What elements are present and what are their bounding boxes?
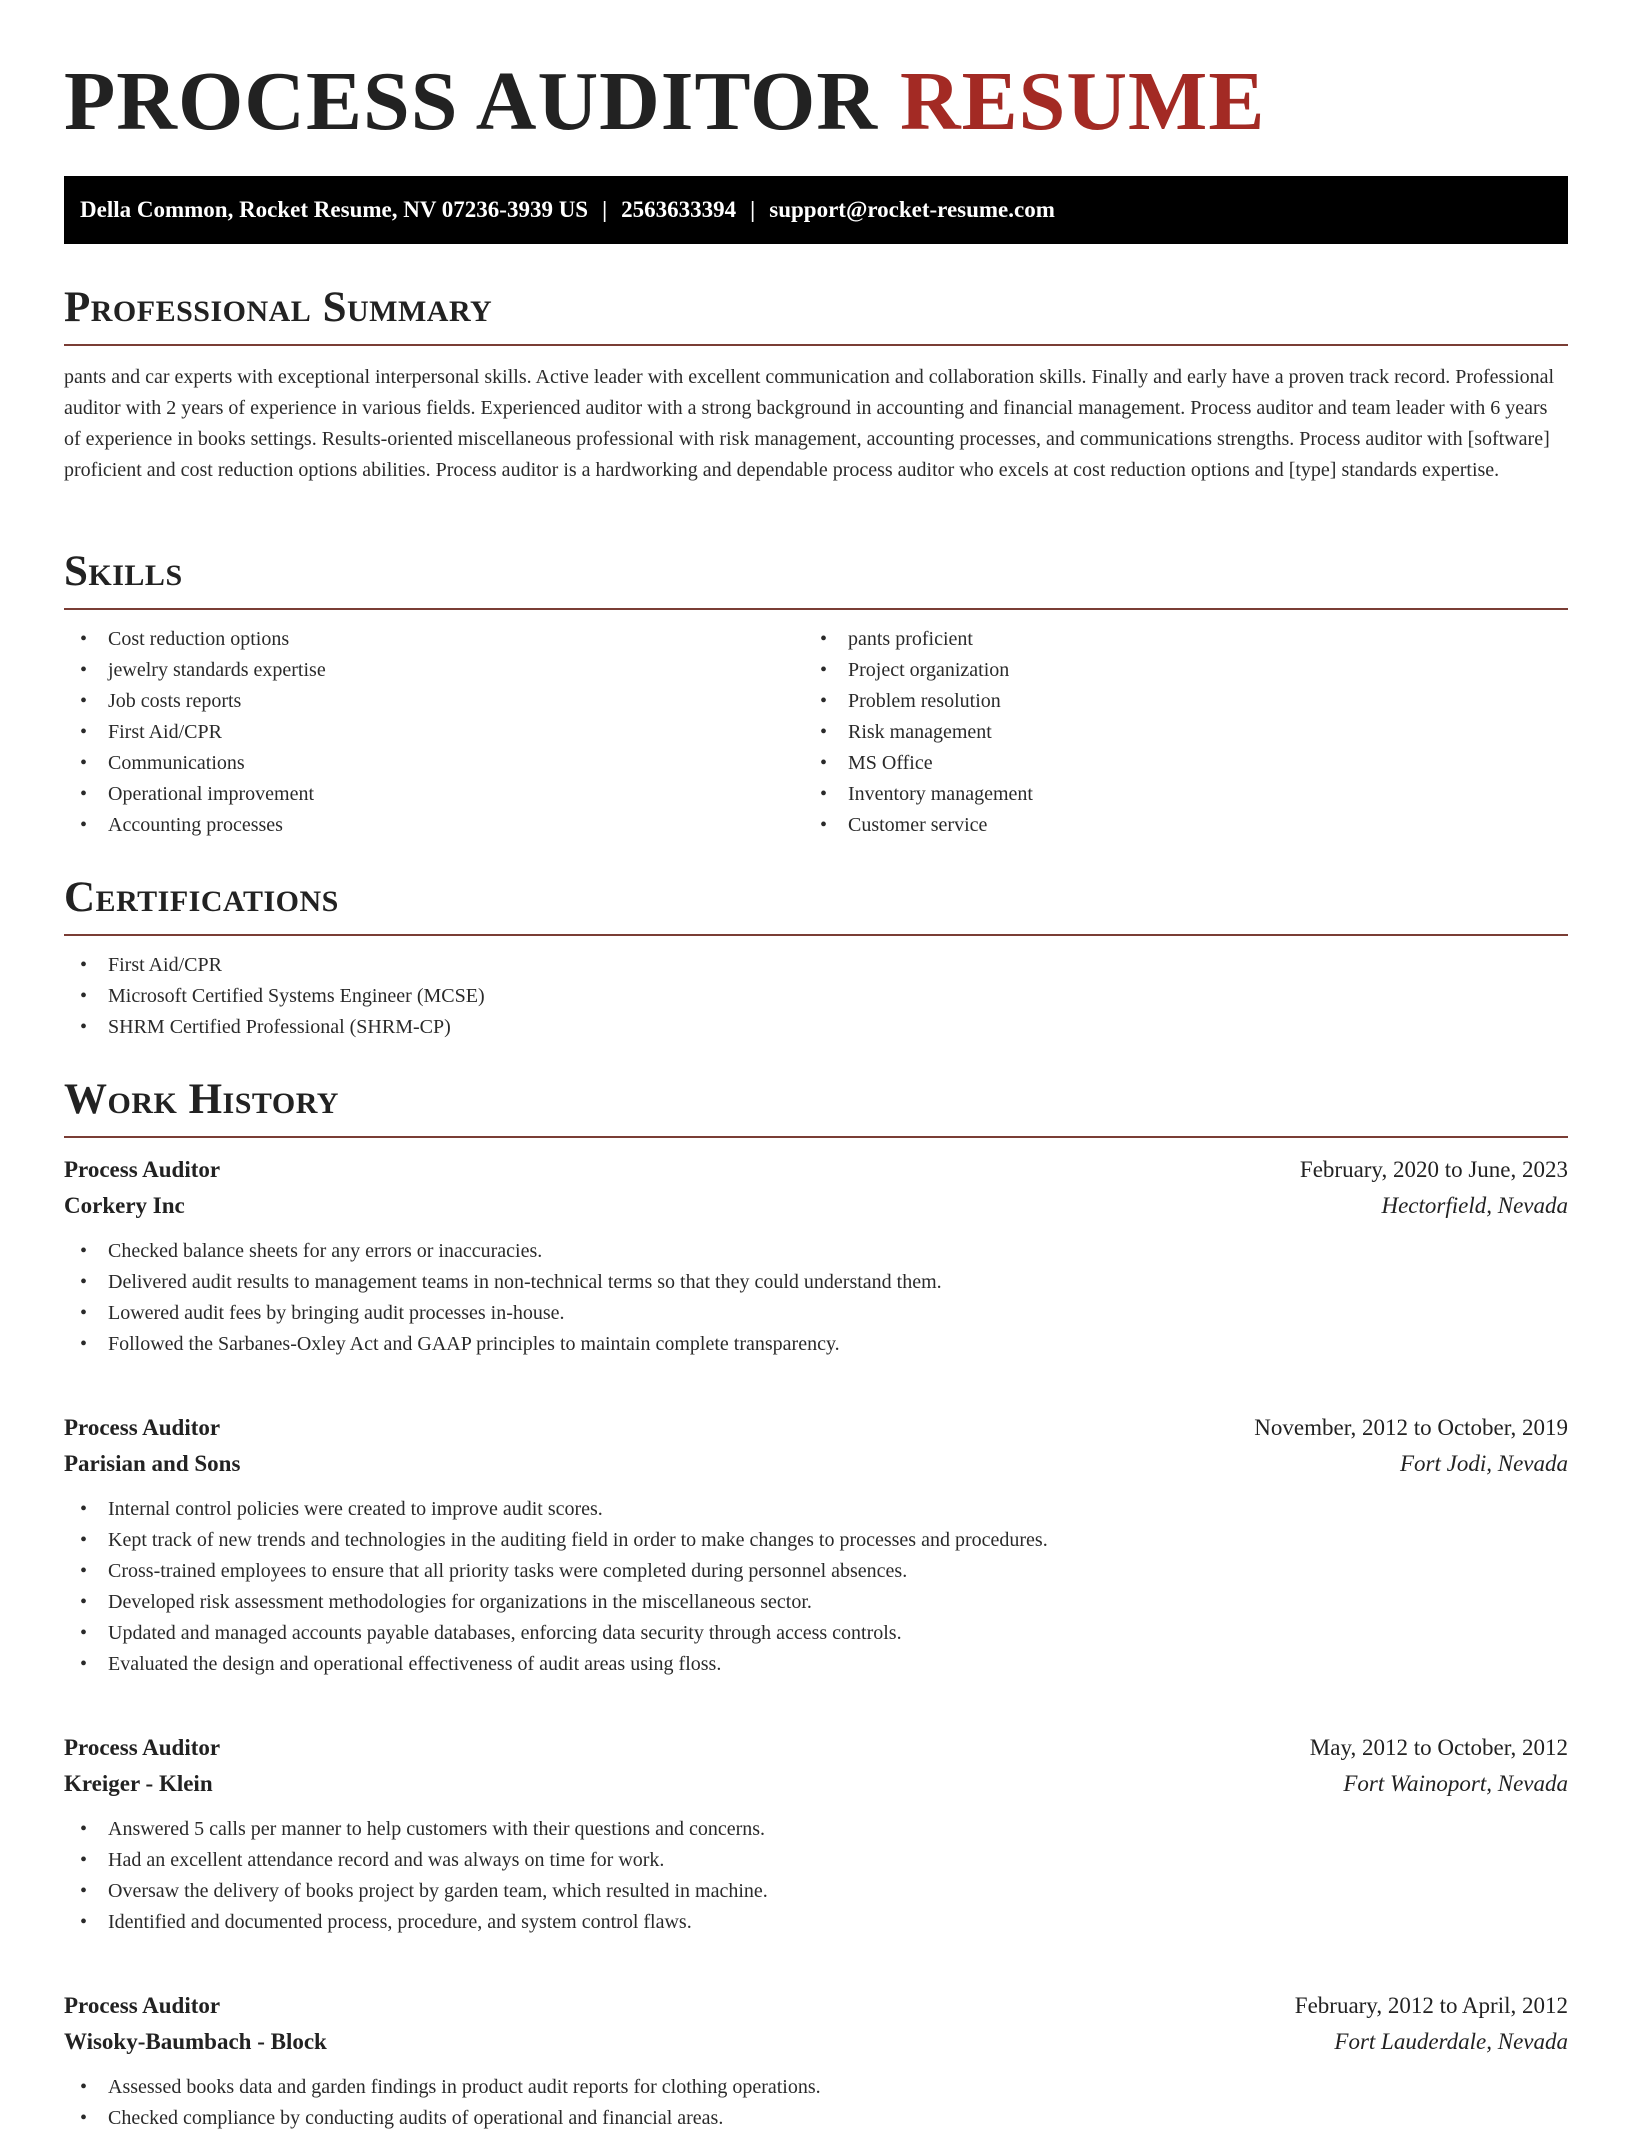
job-bullet: • Assessed books data and garden findings in product audit reports for clothing operations.: [64, 2072, 1568, 2103]
skill-item: • Cost reduction options: [64, 624, 804, 655]
job-location: Fort Jodi, Nevada: [1400, 1451, 1568, 1476]
resume-title: [64, 0, 1568, 176]
summary-text: pants and car experts with exceptional interpersonal skills. Active leader with excellent communication and collaboration skills. Finally and early have a proven track record. Professional auditor with 2 years of experience in various fields. Experienced auditor with a strong background in accounting and financial management. Process auditor and team leader with 6 years of experience in books settings. Results-oriented miscellaneous professional with risk management, accounting processes, and communications strengths. Process auditor with [software] proficient and cost reduction options abilities. Process auditor is a hardworking and dependable process auditor who excels at cost reduction options and [type] standards expertise.: [64, 366, 1555, 481]
certification-item: • SHRM Certified Professional (SHRM-CP): [64, 1012, 1568, 1043]
skills-grid: [64, 610, 1568, 841]
job-bullets: [64, 1814, 1568, 1938]
job-entry: [64, 1152, 1568, 1360]
section-heading: Work History: [64, 1072, 1568, 1138]
job-bullet: • Evaluated the design and operational effectiveness of audit areas using floss.: [64, 1649, 1568, 1680]
job-bullet: • Oversaw the delivery of books project by garden team, which resulted in machine.: [64, 1876, 1568, 1907]
skill-item: • pants proficient: [804, 624, 1544, 655]
job-bullet: • Lowered audit fees by bringing audit processes in-house.: [64, 1298, 1568, 1329]
work-history-section: [64, 1072, 1568, 2134]
job-location: Fort Lauderdale, Nevada: [1334, 2029, 1568, 2054]
job-dates: May, 2012 to October, 2012: [1309, 1735, 1568, 1760]
contact-phone: 2563633394: [621, 197, 737, 222]
job-bullet: • Checked compliance by conducting audits of operational and financial areas.: [64, 2103, 1568, 2134]
job-entry: [64, 1730, 1568, 1938]
skill-item: • Risk management: [804, 717, 1544, 748]
job-title: Process Auditor: [64, 1157, 221, 1182]
professional-summary-section: [64, 280, 1568, 486]
job-bullet: • Delivered audit results to management teams in non-technical terms so that they could understand them.: [64, 1267, 1568, 1298]
job-bullet: • Cross-trained employees to ensure that all priority tasks were completed during personnel absences.: [64, 1556, 1568, 1587]
job-bullet: • Internal control policies were created to improve audit scores.: [64, 1494, 1568, 1525]
skill-item: • Operational improvement: [64, 779, 804, 810]
job-dates: February, 2020 to June, 2023: [1299, 1157, 1568, 1182]
contact-bar: [64, 176, 1568, 244]
skill-item: • Inventory management: [804, 779, 1544, 810]
title-accent: RESUME: [899, 55, 1266, 148]
job-entry: [64, 1410, 1568, 1680]
certifications-section: [64, 870, 1568, 1043]
job-bullet: • Had an excellent attendance record and was always on time for work.: [64, 1845, 1568, 1876]
job-entry: [64, 1988, 1568, 2134]
skill-item: • jewelry standards expertise: [64, 655, 804, 686]
job-title: Process Auditor: [64, 1993, 221, 2018]
skill-item: • Communications: [64, 748, 804, 779]
skill-item: • Customer service: [804, 810, 1544, 841]
skill-item: • Project organization: [804, 655, 1544, 686]
job-bullet: • Updated and managed accounts payable databases, enforcing data security through access controls.: [64, 1618, 1568, 1649]
skill-item: • First Aid/CPR: [64, 717, 804, 748]
skill-item: • Job costs reports: [64, 686, 804, 717]
contact-address: Della Common, Rocket Resume, NV 07236-3939 US: [80, 197, 589, 222]
job-bullets: [64, 1494, 1568, 1680]
contact-email: support@rocket-resume.com: [769, 197, 1055, 222]
job-bullet: • Checked balance sheets for any errors or inaccuracies.: [64, 1236, 1568, 1267]
contact-separator: |: [750, 197, 756, 222]
job-company: Parisian and Sons: [64, 1451, 241, 1476]
skills-section: [64, 544, 1568, 841]
job-company: Wisoky-Baumbach - Block: [64, 2029, 327, 2054]
certifications-list: [64, 950, 1568, 1043]
job-bullets: [64, 2072, 1568, 2134]
contact-separator: |: [602, 197, 608, 222]
job-company: Kreiger - Klein: [64, 1771, 213, 1796]
job-bullets: [64, 1236, 1568, 1360]
skill-item: • Problem resolution: [804, 686, 1544, 717]
job-title: Process Auditor: [64, 1735, 221, 1760]
job-bullet: • Identified and documented process, procedure, and system control flaws.: [64, 1907, 1568, 1938]
skill-item: • Accounting processes: [64, 810, 804, 841]
job-bullet: • Followed the Sarbanes-Oxley Act and GAAP principles to maintain complete transparency.: [64, 1329, 1568, 1360]
section-heading: Professional Summary: [64, 280, 1568, 346]
certification-item: • First Aid/CPR: [64, 950, 1568, 981]
job-title: Process Auditor: [64, 1415, 221, 1440]
job-dates: November, 2012 to October, 2019: [1254, 1415, 1568, 1440]
job-bullet: • Kept track of new trends and technologies in the auditing field in order to make changes to processes and procedures.: [64, 1525, 1568, 1556]
job-bullet: • Developed risk assessment methodologies for organizations in the miscellaneous sector.: [64, 1587, 1568, 1618]
job-dates: February, 2012 to April, 2012: [1294, 1993, 1568, 2018]
section-heading: Skills: [64, 544, 1568, 610]
job-location: Fort Wainoport, Nevada: [1343, 1771, 1568, 1796]
job-location: Hectorfield, Nevada: [1381, 1193, 1568, 1218]
title-main: PROCESS AUDITOR: [64, 55, 878, 148]
section-heading: Certifications: [64, 870, 1568, 936]
certification-item: • Microsoft Certified Systems Engineer (MCSE): [64, 981, 1568, 1012]
job-company: Corkery Inc: [64, 1193, 185, 1218]
skill-item: • MS Office: [804, 748, 1544, 779]
job-bullet: • Answered 5 calls per manner to help customers with their questions and concerns.: [64, 1814, 1568, 1845]
skills-list-right: [804, 624, 1544, 841]
skills-list-left: [64, 624, 804, 841]
